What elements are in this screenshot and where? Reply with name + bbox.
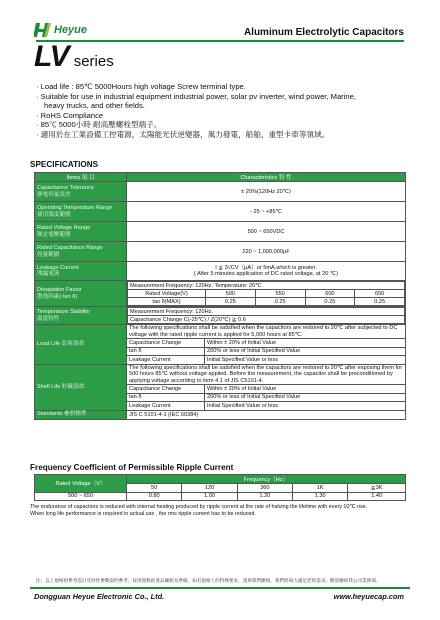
tan-delta-cell: 0.25 bbox=[305, 298, 355, 306]
table-row bbox=[128, 290, 405, 298]
feature-list bbox=[36, 82, 356, 140]
coefficient-cell: 1.40 bbox=[348, 492, 406, 501]
tan-delta-cell: 0.25 bbox=[206, 298, 256, 306]
temperature-stability-subtable bbox=[127, 307, 405, 324]
frequency-cell: 50 bbox=[127, 484, 182, 493]
frequency-cell: 1K bbox=[293, 484, 348, 493]
leakage-line-1: I ≦ 3√CV（μA）or 5mA,which is greater. bbox=[215, 264, 317, 271]
label-en: Leakage Current bbox=[37, 264, 79, 271]
frequency-cell: 360 bbox=[237, 484, 292, 493]
temperature-range-value: - 25 ~ +85℃ bbox=[127, 202, 406, 222]
specifications-table bbox=[34, 172, 406, 420]
label-zh: 使用溫度範圍 bbox=[37, 211, 71, 218]
shelf-life-param: Capacitance Change bbox=[127, 385, 205, 394]
label-zh: 散逸因素( tan δ) bbox=[37, 293, 78, 300]
temperature-stability-cell bbox=[127, 307, 406, 325]
row-label-temperature-range bbox=[35, 202, 127, 222]
series-code: LV bbox=[34, 40, 69, 73]
heyue-logo-icon bbox=[34, 22, 52, 38]
specifications-heading: SPECIFICATIONS bbox=[30, 160, 99, 169]
load-life-description: The following specifications shall be satisfied when the capacitors are restored to 20℃ after subjected to DC voltage with the rated ripple current is applied for 5,000 hours at 85℃. bbox=[127, 325, 406, 339]
tan-delta-cell: 0.25 bbox=[255, 298, 305, 306]
series-title bbox=[34, 40, 114, 74]
table-row bbox=[35, 307, 406, 325]
standards-value: JIS C 5101-4-1 (IEC 60384) bbox=[127, 410, 406, 419]
voltage-range-value: 500 ~ 650VDC bbox=[127, 222, 406, 242]
load-life-criterion: 200% or less of Initial Specified Value bbox=[205, 347, 406, 356]
row-label-standards: Standards 參照標準 bbox=[35, 410, 127, 419]
shelf-life-criterion: Within ± 20% of Initial Value bbox=[205, 385, 406, 394]
ripple-endnote bbox=[30, 504, 415, 517]
ripple-heading: Frequency Coefficient of Permissible Ripple Current bbox=[30, 463, 234, 472]
feature-item: · RoHS Compliance bbox=[36, 111, 356, 121]
table-row bbox=[35, 492, 406, 501]
table-row bbox=[35, 242, 406, 262]
page-header bbox=[0, 0, 440, 42]
table-row bbox=[128, 316, 405, 324]
table-row bbox=[128, 282, 405, 290]
load-life-param: tan δ bbox=[127, 347, 205, 356]
feature-item: · 適用於在工業設備工控電源，太陽能光伏逆變器，風力發電，船舶，重型卡車等領域。 bbox=[36, 130, 356, 140]
shelf-life-param: Leakage Current bbox=[127, 402, 205, 411]
load-life-param: Capacitance Change bbox=[127, 339, 205, 348]
label-zh: 溫度特性 bbox=[37, 315, 60, 322]
column-header-items: Items 項 目 bbox=[35, 173, 127, 182]
feature-item: · Load life : 85℃ 5000Hours high voltage Screw terminal type. bbox=[36, 82, 356, 92]
tan-delta-label: tan δ(MAX) bbox=[128, 298, 206, 306]
logo-text: Heyue bbox=[54, 24, 88, 36]
voltage-range-cell: 500 ~ 650 bbox=[35, 492, 127, 501]
load-life-criterion: Within ± 20% of Initial Value bbox=[205, 339, 406, 348]
label-en: Rated Capacitance Range bbox=[37, 245, 103, 252]
label-en: Dissipation Factor bbox=[37, 287, 82, 294]
company-name: Dongguan Heyue Electronic Co., Ltd. bbox=[34, 592, 165, 601]
coefficient-cell: 1.30 bbox=[293, 492, 348, 501]
series-word: series bbox=[73, 53, 114, 70]
dissipation-factor-cell bbox=[127, 281, 406, 307]
table-row bbox=[128, 298, 405, 306]
website-link[interactable]: www.heyuecap.com bbox=[333, 592, 404, 601]
row-label-capacitance-range bbox=[35, 242, 127, 262]
document-title: Aluminum Electrolytic Capacitors bbox=[243, 27, 404, 38]
endnote-line-2: When long life performance is required in actual use , the rms ripple current has to be reduced. bbox=[30, 510, 256, 517]
endnote-line-1: The endurance of capacitors is reduced with internal heating produced by ripple current at the rate of halving the lifetime with every 10℃ rise. bbox=[30, 504, 368, 510]
voltage-cell: 650 bbox=[355, 290, 405, 298]
row-label-load-life: Load Life 負荷壽命 bbox=[35, 325, 127, 365]
row-label-voltage-range bbox=[35, 222, 127, 242]
label-en: Rated Voltage Range bbox=[37, 225, 91, 232]
table-row bbox=[35, 475, 406, 484]
footer-disclaimer: 注：以上規格供參考設計及特性參數說明參考，採用規格的產品圖紙為準確。如有規格上的特殊要求，請與我們聯絡，我們將竭力滿足您的需求。歡迎聯絡我公司業務部。 bbox=[36, 578, 381, 583]
voltage-cell: 500 bbox=[206, 290, 256, 298]
table-row bbox=[35, 262, 406, 281]
capacitance-range-value: 220 ~ 1,000,000μF bbox=[127, 242, 406, 262]
shelf-life-param: tan δ bbox=[127, 393, 205, 402]
feature-item: · Suitable for use in industrial equipment industrial power, solar pv inverter, wind power, Marine, heavy trucks, and other fields. bbox=[36, 92, 356, 111]
coefficient-cell: 1.20 bbox=[237, 492, 292, 501]
capacitance-tolerance-value: ± 20%(120Hz 20℃) bbox=[127, 182, 406, 202]
ripple-coefficient-table bbox=[34, 474, 406, 501]
stability-line-2: Capacitance Change C(-25℃) / Z(20℃) ≧ 0.6 bbox=[128, 316, 405, 324]
shelf-life-criterion: Initial Specified Value or less bbox=[205, 402, 406, 411]
table-header-row bbox=[35, 173, 406, 182]
dissipation-subtable bbox=[127, 281, 405, 306]
feature-item: · 85℃ 5000小時 耐高壓螺栓型端子。 bbox=[36, 120, 356, 130]
shelf-life-criterion: 200% or less of Initial Specified Value bbox=[205, 393, 406, 402]
row-label-temperature-stability bbox=[35, 307, 127, 325]
label-zh: 洩漏電流 bbox=[37, 271, 60, 277]
rated-voltage-label: Rated Voltage(V) bbox=[128, 290, 206, 298]
table-row bbox=[35, 222, 406, 242]
table-row bbox=[35, 410, 406, 419]
voltage-cell: 550 bbox=[255, 290, 305, 298]
table-row bbox=[35, 281, 406, 307]
frequency-cell: ≧3K bbox=[348, 484, 406, 493]
row-label-leakage-current bbox=[35, 262, 127, 281]
load-life-criterion: Initial Specified Value or less bbox=[205, 356, 406, 365]
label-zh: 額定電壓範圍 bbox=[37, 231, 71, 238]
leakage-line-2: ( After 5 minutes application of DC rated voltage, at 20 ℃) bbox=[193, 271, 339, 277]
label-en: Temperature Stability bbox=[37, 309, 90, 316]
label-zh: 靜電容量誤差 bbox=[37, 191, 71, 198]
voltage-cell: 600 bbox=[305, 290, 355, 298]
stability-line-1: Measurement Frequency: 120Hz. bbox=[128, 308, 405, 316]
coefficient-cell: 1.00 bbox=[182, 492, 237, 501]
company-logo bbox=[34, 22, 87, 38]
coefficient-cell: 0.80 bbox=[127, 492, 182, 501]
rated-voltage-header: Rated Voltage（V） bbox=[35, 475, 127, 493]
load-life-param: Leakage Current bbox=[127, 356, 205, 365]
table-row bbox=[35, 325, 406, 339]
table-row bbox=[35, 182, 406, 202]
label-zh: 容量範圍 bbox=[37, 251, 60, 258]
frequency-header: Frequency（Hz） bbox=[127, 475, 406, 484]
row-label-capacitance-tolerance bbox=[35, 182, 127, 202]
shelf-life-description: The following specifications shall be satisfied when the capacitors are restored to 20℃ after exposing them for 500 hours 85℃ without voltage applied. Before the measurement, the capacitor shall be preconditioned by applying voltage according to item 4.1 of JIS C5101-4. bbox=[127, 364, 406, 385]
footer-divider bbox=[30, 587, 410, 589]
table-row bbox=[35, 202, 406, 222]
row-label-shelf-life: Shelf Life 貯藏壽命 bbox=[35, 364, 127, 410]
column-header-characteristics: Characteristics 特 性 bbox=[127, 173, 406, 182]
leakage-current-value bbox=[127, 262, 406, 281]
table-row bbox=[35, 364, 406, 385]
label-en: Capacitance Tolerance bbox=[37, 185, 94, 192]
row-label-dissipation-factor bbox=[35, 281, 127, 307]
label-en: Operating Temperature Range bbox=[37, 205, 113, 212]
frequency-cell: 120 bbox=[182, 484, 237, 493]
table-row bbox=[128, 308, 405, 316]
tan-delta-cell: 0.25 bbox=[355, 298, 405, 306]
dissipation-measure-note: Measurement Frequency: 120Hz. Temperature: 20℃ bbox=[128, 282, 405, 290]
